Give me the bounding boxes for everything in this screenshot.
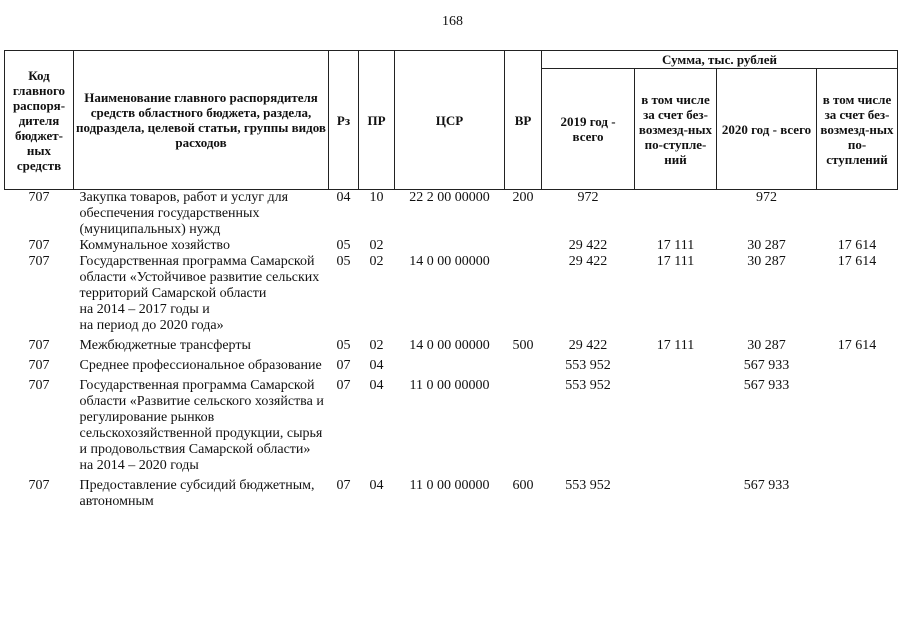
cell-2019-free xyxy=(635,374,717,474)
cell-rz: 07 xyxy=(336,378,351,393)
cell-code: 707 xyxy=(28,190,50,205)
cell-code: 707 xyxy=(28,338,50,353)
cell-2020-total: 567 933 xyxy=(743,358,790,373)
cell-vr xyxy=(505,238,542,254)
cell-2019-total: 553 952 xyxy=(565,378,611,393)
cell-pr: 02 xyxy=(369,338,384,353)
cell-rz: 04 xyxy=(336,190,351,205)
cell-2020-free: 17 614 xyxy=(837,338,877,353)
cell-2020-total: 972 xyxy=(756,190,777,205)
cell-code: 707 xyxy=(28,478,50,493)
cell-name: Государственная программа Самарской области «Устойчивое развитие сельских территорий Самарской области на 2014 – 2017 годы и на период до 2020 года» xyxy=(79,254,320,333)
cell-csr xyxy=(395,238,505,254)
table-row xyxy=(5,238,898,254)
cell-2020-total: 567 933 xyxy=(743,378,790,393)
cell-rz: 05 xyxy=(336,338,351,353)
cell-csr: 11 0 00 00000 xyxy=(409,378,490,393)
header-rz: Рз xyxy=(329,51,359,190)
cell-2019-total: 553 952 xyxy=(565,358,611,373)
cell-2020-free xyxy=(817,354,898,374)
header-2020-free: в том числе за счет без-возмезд-ных по-ступлений xyxy=(817,69,898,190)
budget-table xyxy=(4,50,898,510)
cell-vr xyxy=(505,354,542,374)
header-name: Наименование главного распорядителя средств областного бюджета, раздела, подраздела, целевой статьи, группы видов расходов xyxy=(74,51,329,190)
cell-pr: 04 xyxy=(369,358,384,373)
table-row xyxy=(5,474,898,510)
cell-2020-total: 30 287 xyxy=(747,338,786,353)
cell-2019-free xyxy=(635,190,717,239)
cell-name: Государственная программа Самарской области «Развитие сельского хозяйства и регулирование рынков сельскохозяйственной продукции, сырья и продовольствия Самарской области» на 2014 – 2020 годы xyxy=(79,378,324,473)
cell-pr: 02 xyxy=(369,254,384,269)
cell-vr: 600 xyxy=(512,478,534,493)
cell-2019-total: 972 xyxy=(577,190,599,205)
cell-2020-total: 30 287 xyxy=(747,254,786,269)
cell-name: Предоставление субсидий бюджетным, автономным xyxy=(79,478,315,509)
cell-rz: 07 xyxy=(336,358,351,373)
cell-2019-free xyxy=(635,474,717,510)
table-row xyxy=(5,334,898,354)
cell-2020-free xyxy=(817,474,898,510)
cell-code: 707 xyxy=(28,358,50,373)
table-row xyxy=(5,190,898,239)
cell-name: Межбюджетные трансферты xyxy=(79,338,251,353)
cell-pr: 02 xyxy=(369,238,384,253)
cell-name: Среднее профессиональное образование xyxy=(79,358,322,373)
cell-2020-total: 30 287 xyxy=(747,238,786,253)
table-row xyxy=(5,254,898,334)
cell-2020-free: 17 614 xyxy=(837,254,877,269)
cell-csr: 14 0 00 00000 xyxy=(409,254,490,269)
cell-csr: 14 0 00 00000 xyxy=(409,338,490,353)
cell-name: Коммунальное хозяйство xyxy=(79,238,230,253)
table-row xyxy=(5,374,898,474)
header-2020-total: 2020 год - всего xyxy=(717,69,817,190)
cell-pr: 04 xyxy=(369,478,384,493)
cell-2019-total: 553 952 xyxy=(565,478,611,493)
table-header xyxy=(5,51,898,190)
cell-vr xyxy=(505,254,542,334)
header-2019-total: 2019 год - всего xyxy=(542,69,635,190)
header-pr: ПР xyxy=(359,51,395,190)
cell-code: 707 xyxy=(28,378,50,393)
cell-rz: 05 xyxy=(336,254,351,269)
cell-2019-total: 29 422 xyxy=(568,338,608,353)
table-row xyxy=(5,354,898,374)
cell-2019-free: 17 111 xyxy=(656,254,695,269)
cell-csr: 22 2 00 00000 xyxy=(409,190,490,205)
header-sum-group: Сумма, тыс. рублей xyxy=(542,51,898,69)
cell-pr: 10 xyxy=(369,190,384,205)
header-vr: ВР xyxy=(505,51,542,190)
header-csr: ЦСР xyxy=(395,51,505,190)
cell-csr xyxy=(395,354,505,374)
cell-2019-free xyxy=(635,354,717,374)
cell-2019-free: 17 111 xyxy=(656,238,695,253)
cell-vr: 500 xyxy=(512,338,534,353)
cell-vr xyxy=(505,374,542,474)
header-code: Код главного распоря-дителя бюджет-ных средств xyxy=(5,51,74,190)
cell-vr: 200 xyxy=(512,190,534,205)
cell-2020-total: 567 933 xyxy=(743,478,790,493)
cell-rz: 05 xyxy=(336,238,351,253)
cell-2019-total: 29 422 xyxy=(568,254,608,269)
cell-code: 707 xyxy=(28,254,50,269)
header-2019-free: в том числе за счет без-возмезд-ных по-ступле-ний xyxy=(635,69,717,190)
cell-2019-total: 29 422 xyxy=(568,238,608,253)
cell-2019-free: 17 111 xyxy=(656,338,695,353)
cell-rz: 07 xyxy=(336,478,351,493)
cell-name: Закупка товаров, работ и услуг для обеспечения государственных (муниципальных) нужд xyxy=(79,190,289,237)
cell-2020-free xyxy=(817,374,898,474)
cell-code: 707 xyxy=(28,238,50,253)
cell-2020-free: 17 614 xyxy=(837,238,877,253)
table-body xyxy=(5,190,898,511)
cell-csr: 11 0 00 00000 xyxy=(409,478,490,493)
page-number: 168 xyxy=(442,14,463,29)
cell-2020-free xyxy=(817,190,898,239)
cell-pr: 04 xyxy=(369,378,384,393)
